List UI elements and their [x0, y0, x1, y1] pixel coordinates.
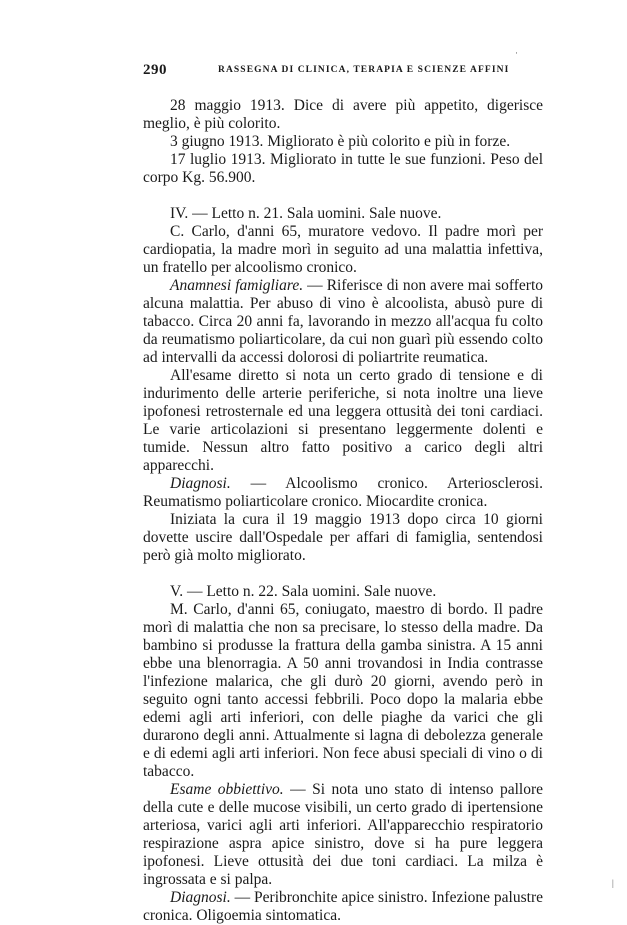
scan-speck: ·: [515, 48, 518, 58]
lead-esame: Esame obbiettivo.: [170, 781, 284, 798]
anamnesi-text: — Riferisce di non avere mai sofferto alcuna malattia. Per abuso di vino è alcoolista, abusò pure di tabacco. Circa 20 anni fa, lavorando in mezzo all'acqua fu colto da reumatismo poliarticolare, da cui non guarì più essendo colto ad intervalli da accessi dolorosi di poliartrite reumatica.: [143, 277, 543, 366]
diagnosi-text: — Peribronchite apice sinistro. Infezione palustre cronica. Oligoemia sintomatica.: [143, 889, 543, 924]
case-v-exam: [143, 781, 543, 889]
case-iv-heading: IV. — Letto n. 21. Sala uomini. Sale nuove.: [170, 205, 442, 222]
body-text: [143, 97, 543, 925]
case-iv-exam: All'esame diretto si nota un certo grado di tensione e di indurimento delle arterie periferiche, si nota inoltre una lieve ipofonesi retrosternale ed una leggera ottusità dei toni cardiaci. Le varie articolazioni si presentano leggermente dolenti e tumide. Nessun altro fatto positivo a carico degli altri apparecchi.: [143, 367, 543, 474]
page-header: [143, 62, 543, 82]
scan-speck: |: [612, 878, 614, 888]
running-title: RASSEGNA DI CLINICA, TERAPIA E SCIENZE AFFINI: [218, 65, 510, 75]
paragraph-28-maggio: 28 maggio 1913. Dice di avere più appetito, digerisce meglio, è più colorito.: [143, 97, 543, 132]
esame-text: — Si nota uno stato di intenso pallore della cute e delle mucose visibili, un certo grado di ipertensione arteriosa, varici agli arti inferiori. All'apparecchio respiratorio respirazione aspra apice sinistro, dove si ha pure leggera ipofonesi. Lieve ottusità dei due toni cardiaci. La milza è ingrossata e si palpa.: [143, 781, 543, 888]
lead-anamnesi: Anamnesi famigliare.: [170, 277, 304, 294]
lead-diagnosi: Diagnosi.: [170, 475, 231, 492]
page-number: 290: [143, 62, 167, 78]
section-gap: [143, 565, 543, 583]
case-iv-diagnosis: [143, 475, 543, 511]
case-iv-outcome: Iniziata la cura il 19 maggio 1913 dopo circa 10 giorni dovette uscire dall'Ospedale per affari di famiglia, sentendosi però già molto migliorato.: [143, 511, 543, 564]
case-iv-history: C. Carlo, d'anni 65, muratore vedovo. Il padre morì per cardiopatia, la madre morì in seguito ad una malattia infettiva, un fratello per alcoolismo cronico.: [143, 223, 543, 276]
lead-diagnosi: Diagnosi.: [170, 889, 231, 906]
paragraph-3-giugno: 3 giugno 1913. Migliorato è più colorito e più in forze.: [170, 133, 511, 150]
diagnosi-text: — Alcoolismo cronico. Arteriosclerosi. Reumatismo poliarticolare cronico. Miocardite cronica.: [143, 475, 543, 510]
case-iv-anamnesis: [143, 277, 543, 367]
paragraph-17-luglio: 17 luglio 1913. Migliorato in tutte le sue funzioni. Peso del corpo Kg. 56.900.: [143, 151, 543, 186]
case-v-history: M. Carlo, d'anni 65, coniugato, maestro di bordo. Il padre morì di malattia che non sa precisare, lo stesso della madre. Da bambino si produsse la frattura della gamba sinistra. A 15 anni ebbe una blenorragia. A 50 anni trovandosi in India contrasse l'infezione malarica, che gli durò 20 giorni, avendo però in seguito ogni tanto accessi febbrili. Poco dopo la malaria ebbe edemi agli arti inferiori, con delle piaghe da varici che gli durarono degli anni. Attualmente si lagna di debolezza generale e di edemi agli arti inferiori. Non fece abusi speciali di vino o di tabacco.: [143, 601, 543, 780]
case-v-diagnosis: [143, 889, 543, 925]
case-v-heading: V. — Letto n. 22. Sala uomini. Sale nuove.: [170, 583, 437, 600]
section-gap: [143, 187, 543, 205]
